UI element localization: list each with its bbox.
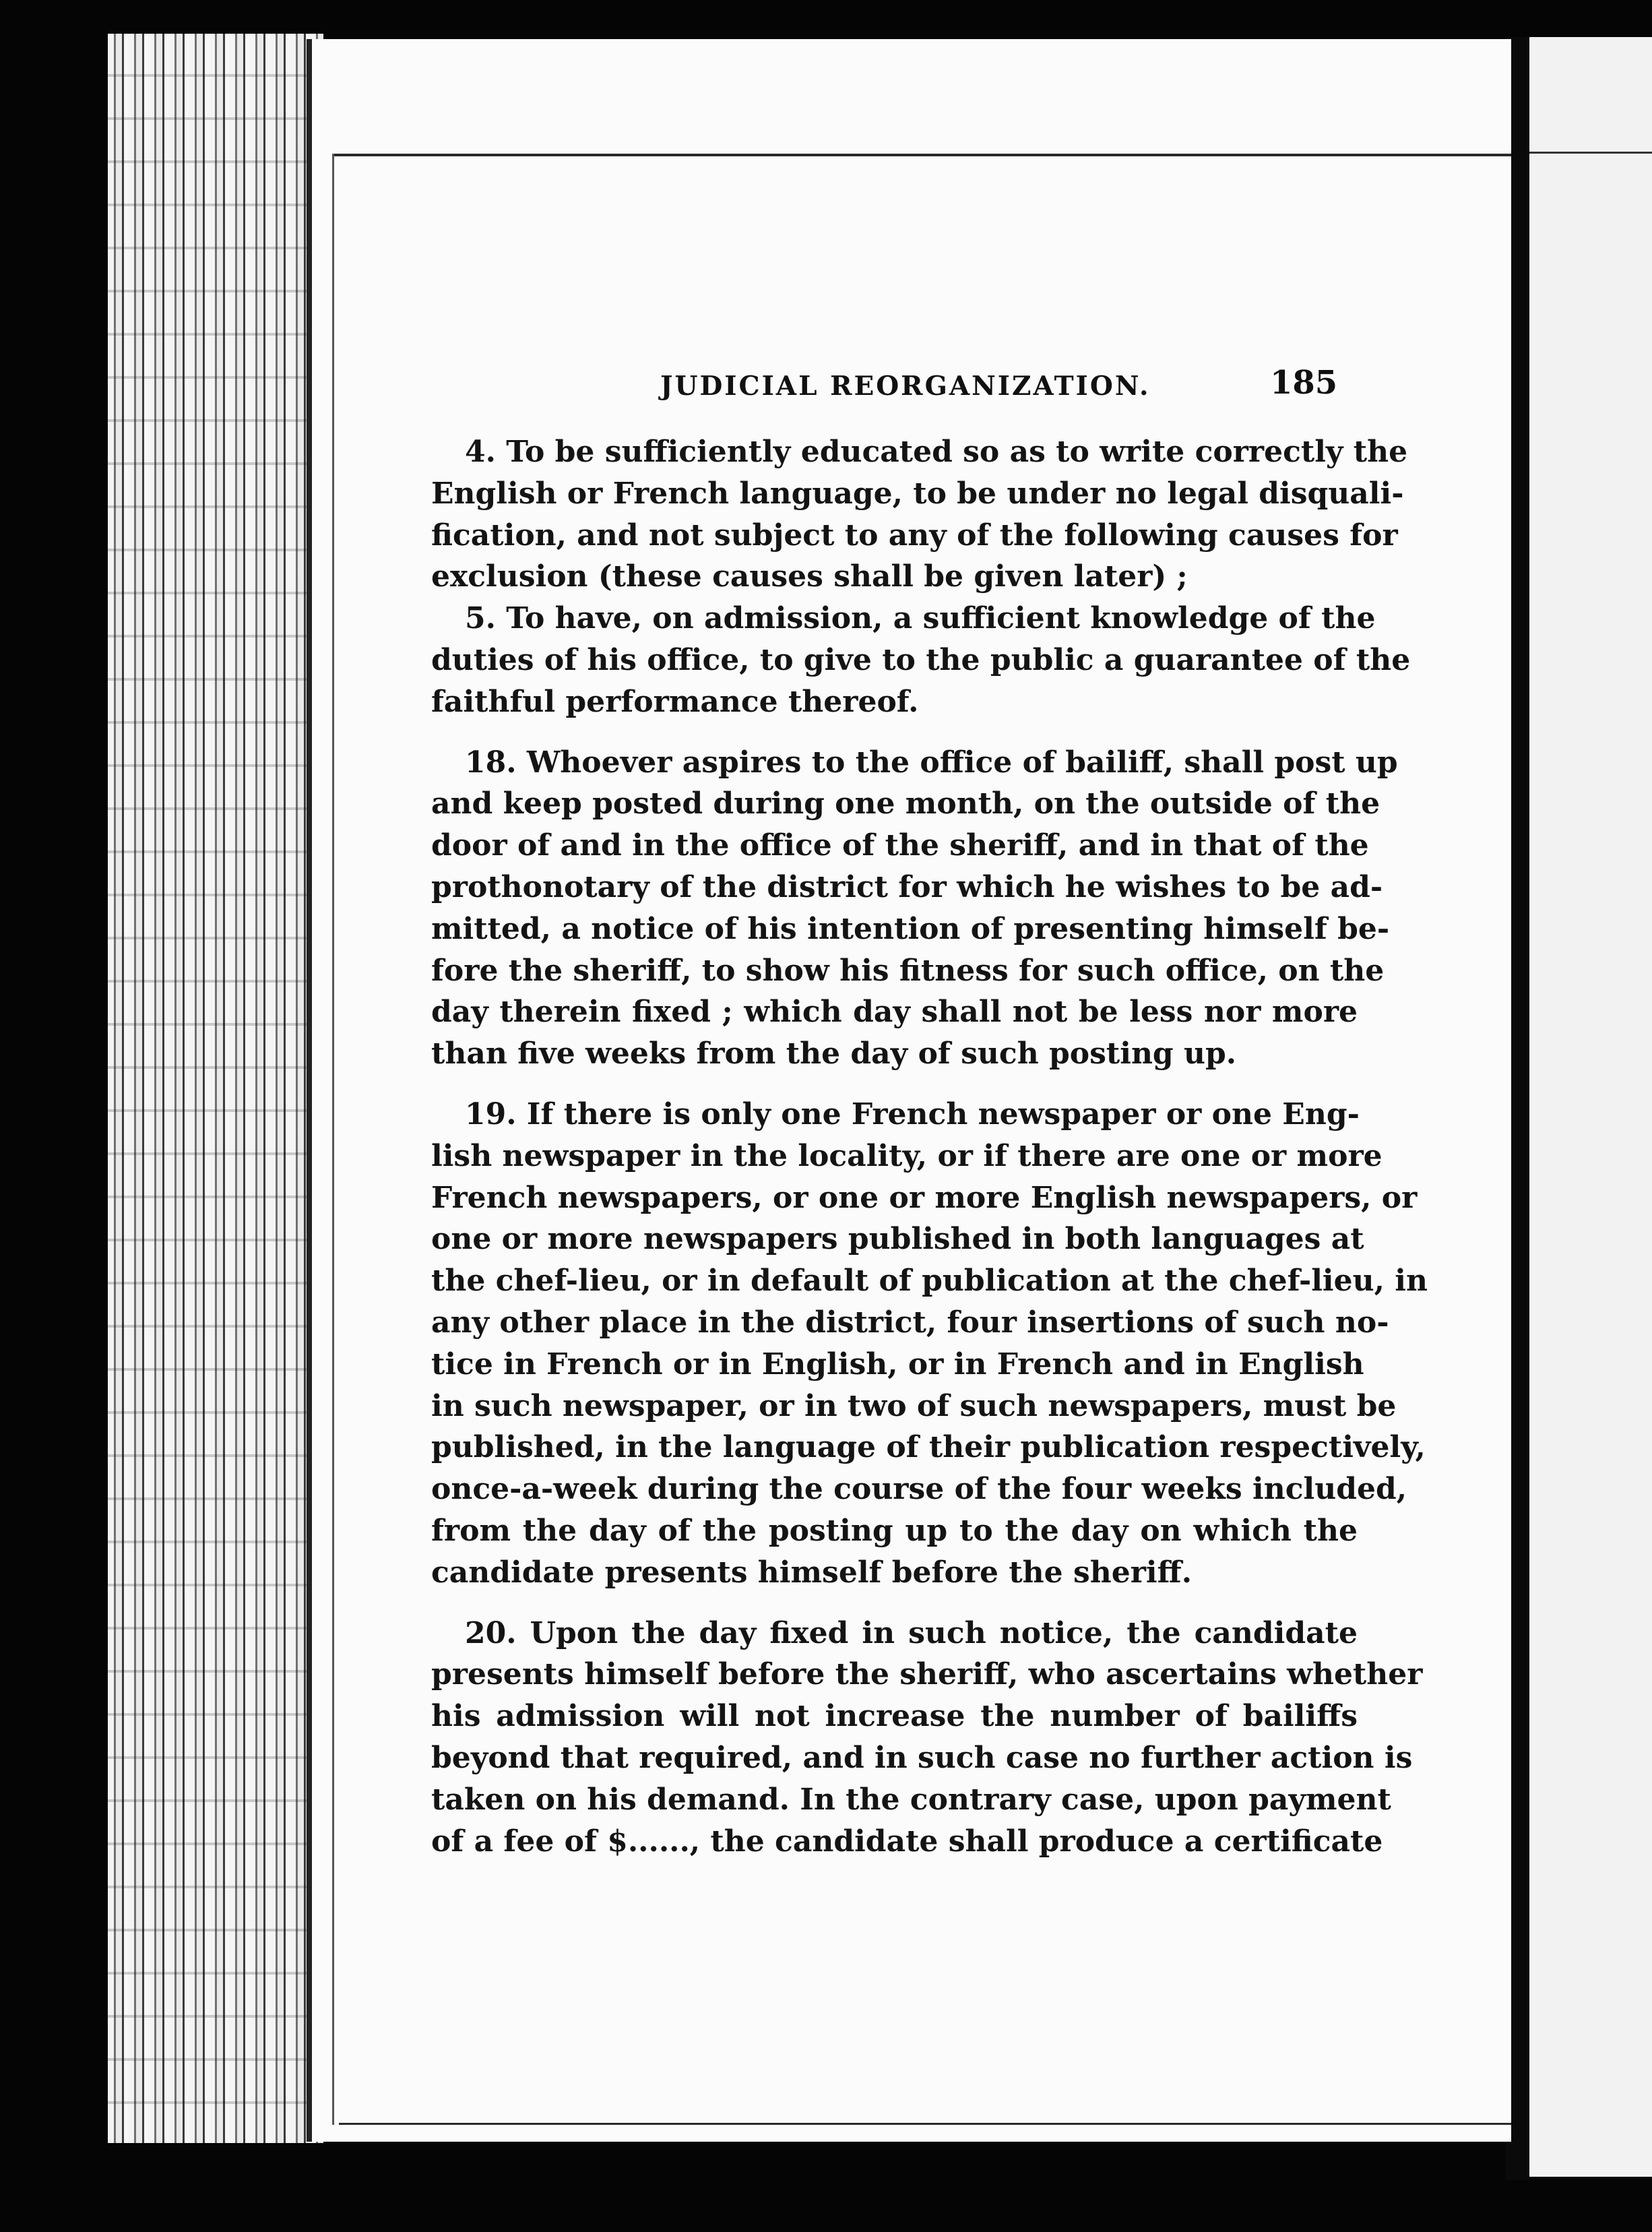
- text-line: and keep posted during one month, on the outside of the: [431, 786, 1380, 822]
- text-line: duties of his office, to give to the public a guarantee of the: [431, 642, 1411, 677]
- text-line: published, in the language of their publication respectively,: [431, 1430, 1426, 1465]
- paragraph-gap: [431, 1594, 1358, 1613]
- text-line: fication, and not subject to any of the following causes for: [431, 518, 1398, 553]
- text-line: prothonotary of the district for which he wishes to be ad-: [431, 869, 1383, 904]
- page-rule-bottom: [339, 2123, 1511, 2125]
- text-line: exclusion (these causes shall be given later) ;: [431, 559, 1188, 594]
- page-number: 185: [1270, 364, 1338, 402]
- text-line: once-a-week during the course of the four weeks included,: [431, 1472, 1407, 1507]
- text-line: fore the sheriff, to show his fitness for such office, on the: [431, 953, 1385, 988]
- paragraph-gap: [431, 1075, 1358, 1094]
- text-line: English or French language, to be under no legal disquali-: [431, 476, 1404, 511]
- text-line: his admission will not increase the number of bailiffs: [431, 1699, 1358, 1734]
- section-number: 18.: [465, 745, 517, 780]
- page-edges-stack: [108, 34, 323, 2143]
- section-number: 20.: [465, 1615, 517, 1650]
- text-line: mitted, a notice of his intention of presenting himself be-: [431, 911, 1390, 946]
- page-rule-left: [332, 154, 334, 2125]
- text-line: taken on his demand. In the contrary case, upon payment: [431, 1782, 1391, 1817]
- text-line: one or more newspapers published in both languages at: [431, 1222, 1364, 1257]
- text-line: any other place in the district, four insertions of such no-: [431, 1305, 1389, 1340]
- text-line: in such newspaper, or in two of such newspapers, must be: [431, 1388, 1397, 1423]
- section-number: 19.: [465, 1096, 517, 1132]
- text-line: French newspapers, or one or more English newspapers, or: [431, 1180, 1418, 1215]
- running-title: JUDICIAL REORGANIZATION.: [660, 371, 1151, 402]
- text-line: of a fee of $......, the candidate shall produce a certificate: [431, 1824, 1383, 1859]
- text-line: [431, 1613, 1358, 1654]
- text-line-content: Whoever aspires to the office of bailiff, shall post up: [526, 745, 1398, 780]
- text-line: beyond that required, and in such case no further action is: [431, 1740, 1413, 1775]
- text-line: presents himself before the sheriff, who ascertains whether: [431, 1657, 1423, 1692]
- facing-page-edge: [1529, 37, 1652, 2177]
- paragraph-gap: [431, 723, 1358, 742]
- text-line: 5. To have, on admission, a sufficient knowledge of the: [465, 601, 1376, 636]
- text-line: candidate presents himself before the sheriff.: [431, 1555, 1193, 1590]
- text-line: [431, 742, 1398, 784]
- text-line: the chef-lieu, or in default of publication at the chef-lieu, in: [431, 1264, 1428, 1299]
- body-text: [431, 431, 1428, 1862]
- text-line: faithful performance thereof.: [431, 684, 919, 719]
- text-line: day therein fixed ; which day shall not be less nor more: [431, 995, 1358, 1030]
- page-rule-top: [332, 154, 1511, 156]
- text-line-content: Upon the day fixed in such notice, the candidate: [530, 1615, 1358, 1650]
- text-line: than five weeks from the day of such posting up.: [431, 1036, 1237, 1072]
- text-line: from the day of the posting up to the day on which the: [431, 1513, 1358, 1548]
- text-line: tice in French or in English, or in French and in English: [431, 1346, 1364, 1382]
- text-line: door of and in the office of the sheriff, and in that of the: [431, 828, 1369, 863]
- text-line: lish newspaper in the locality, or if there are one or more: [431, 1138, 1383, 1173]
- text-line: 4. To be sufficiently educated so as to write correctly the: [465, 435, 1408, 469]
- text-line: [431, 1094, 1358, 1136]
- facing-page-rule: [1529, 152, 1652, 154]
- text-line-content: If there is only one French newspaper or one Eng-: [526, 1096, 1360, 1132]
